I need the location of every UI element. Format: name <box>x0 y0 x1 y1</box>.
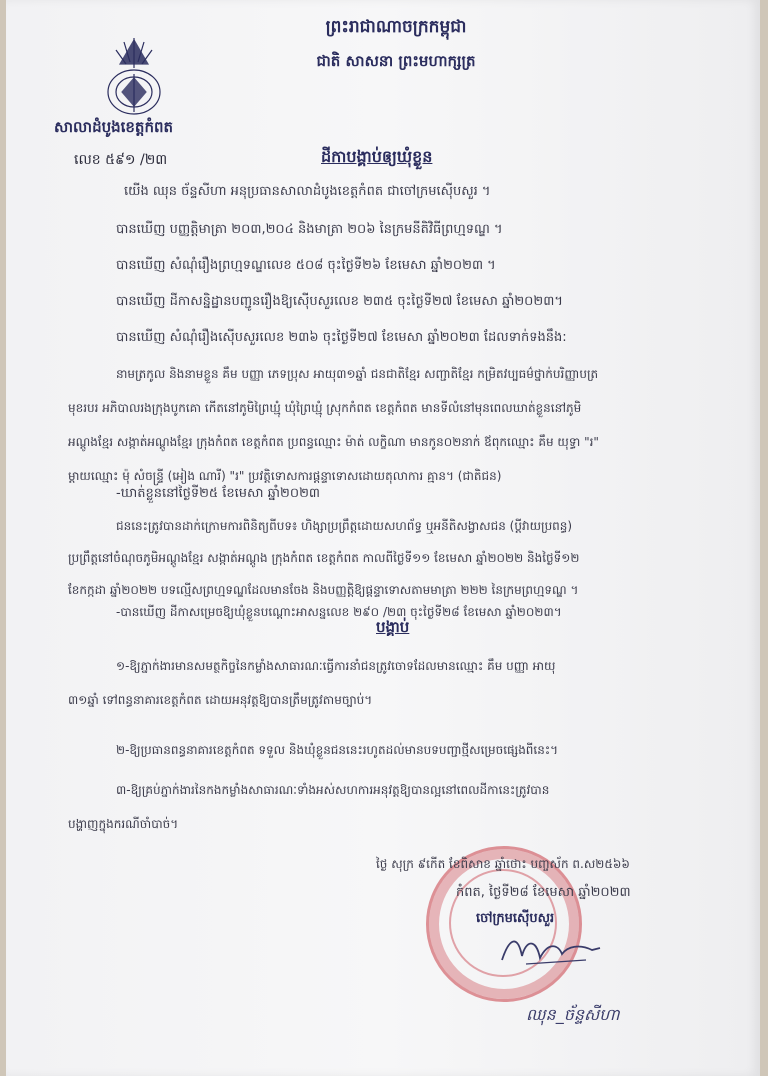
handwritten-signature-icon <box>496 930 606 970</box>
seen-line-2: បានឃើញ សំណុំរឿងព្រហ្មទណ្ឌលេខ ៥០៨ ចុះថ្ងៃទី២៦ ខែមេសា ឆ្នាំ២០២៣ ។ <box>116 258 496 273</box>
kingdom-heading: ព្រះរាជាណាចក្រកម្ពុជា <box>325 17 467 37</box>
person-line-2: មុខរបរ អភិបាលរងក្រុងបូកគោ កើតនៅភូមិព្រៃឃ្មុំ ឃុំព្រៃឃ្មុំ ស្រុកកំពត ខេត្តកំពត មានទីលំនៅមុនពេលឃាត់ខ្លួននៅភូមិ <box>68 401 582 415</box>
national-motto: ជាតិ សាសនា ព្រះមហាក្សត្រ <box>316 52 476 70</box>
charge-line-3: ខែកក្កដា ឆ្នាំ២០២២ បទល្មើសព្រហ្មទណ្ឌដែលមានចែង និងបញ្ញត្តិឱ្យផ្ដន្ទាទោសតាមមាត្រា ២២២ នៃក្រមព្រហ្មទណ្ឌ ។ <box>68 583 579 597</box>
signer-name: ឈុន_ច័ន្ទសីហា <box>526 1005 620 1024</box>
detention-date: -ឃាត់ខ្លួននៅថ្ងៃទី២៥ ខែមេសា ឆ្នាំ២០២៣ <box>116 486 321 501</box>
document-sheet <box>6 0 760 1076</box>
order-heading: បង្គាប់ <box>376 618 410 636</box>
seen-line-3: បានឃើញ ដីកាសន្និដ្ឋានបញ្ជូនរឿងឱ្យស៊ើបសួរលេខ ២៣៥ ចុះថ្ងៃទី២៧ ខែមេសា ឆ្នាំ២០២៣។ <box>116 294 563 309</box>
lunar-date: ថ្ងៃ សុក្រ ៩កើត ខែពិសាខ ឆ្នាំថោះ បញ្ចស័ក ព.ស២៥៦៦ <box>376 857 630 871</box>
place-date: កំពត, ថ្ងៃទី២៨ ខែមេសា ឆ្នាំ២០២៣ <box>456 885 631 900</box>
order-line-2: ៣១ឆ្នាំ ទៅពន្ធនាគារខេត្តកំពត ដោយអនុវត្តឱ្យបានត្រឹមត្រូវតាមច្បាប់។ <box>68 693 373 707</box>
court-emblem-icon <box>102 36 166 118</box>
charge-line-1: ជននេះត្រូវបានដាក់ក្រោមការពិនិត្យពីបទ៖ ហិង្សាប្រព្រឹត្តដោយសហព័ទ្ធ ឬអនីតិសង្វាសជន (ប្ដីវាយប្រពន្ធ) <box>116 519 573 533</box>
order-line-4: ៣-ឱ្យគ្រប់ភ្នាក់ងារនៃកងកម្លាំងសាធារណៈទាំងអស់សហការអនុវត្តឱ្យបានល្អនៅពេលដីកានេះត្រូវបាន <box>116 783 550 797</box>
warrant-reference: -បានឃើញ ដីកាសម្រេចឱ្យឃុំខ្លួនបណ្ដោះអាសន្នលេខ ២៩០ /២៣ ចុះថ្ងៃទី២៨ ខែមេសា ឆ្នាំ២០២៣។ <box>116 605 562 619</box>
order-line-1: ១-ឱ្យភ្នាក់ងារមានសមត្ថកិច្ចនៃកម្លាំងសាធារណៈធ្វើការនាំជនត្រូវចោទដែលមានឈ្មោះ គឹម បញ្ញា អាយុ <box>116 659 556 673</box>
person-line-1: នាមត្រកូល និងនាមខ្លួន គឹម បញ្ញា ភេទប្រុស អាយុ៣១ឆ្នាំ ជនជាតិខ្មែរ សញ្ជាតិខ្មែរ កម្រិតវប្បធម៌ថ្នាក់បរិញ្ញាបត្រ <box>116 367 599 381</box>
person-line-4: ម្ដាយឈ្មោះ ម៉ុ សំចន្ទ្រី (អៀង ណារី) "រ" ប្រវត្តិទោសការផ្ដន្ទាទោសដោយតុលាការ គ្មាន។ (ជាតិជន) <box>68 469 502 483</box>
order-line-5: បង្ហាញក្នុងករណីចាំបាច់។ <box>68 817 179 831</box>
seen-line-1: បានឃើញ បញ្ញត្តិមាត្រា ២០៣,២០៤ និងមាត្រា ២០៦ នៃក្រមនីតិវិធីព្រហ្មទណ្ឌ ។ <box>116 222 503 237</box>
court-name: សាលាដំបូងខេត្តកំពត <box>54 118 174 136</box>
intro-line: យើង ឈុន ច័ន្ទសីហា អនុប្រធានសាលាដំបូងខេត្តកំពត ជាចៅក្រមស៊ើបសួរ ។ <box>124 184 491 199</box>
reference-number: លេខ ៥៩១ /២៣ <box>74 152 168 168</box>
order-line-3: ២-ឱ្យប្រធានពន្ធនាគារខេត្តកំពត ទទួល និងឃុំខ្លួនជននេះរហូតដល់មានបទបញ្ជាថ្មីសម្រេចផ្សេងពីនេះ។ <box>116 743 559 757</box>
seen-line-4: បានឃើញ សំណុំរឿងស៊ើបសួរលេខ ២៣៦ ចុះថ្ងៃទី២៧ ខែមេសា ឆ្នាំ២០២៣ ដែលទាក់ទងនឹង: <box>116 330 567 345</box>
document-title: ដីកាបង្គាប់ឲ្យឃុំខ្លួន <box>321 147 433 166</box>
person-line-3: អណ្ដូងខ្មែរ សង្កាត់អណ្ដូងខ្មែរ ក្រុងកំពត ខេត្តកំពត ប្រពន្ធឈ្មោះ ម៉ាត់ លក្ខិណា មានកូន០២នាក់ ឪពុកឈ្មោះ គឹម យុទ្ធា "រ" <box>68 435 599 449</box>
charge-line-2: ប្រព្រឹត្តនៅចំណុចភូមិអណ្ដូងខ្មែរ សង្កាត់អណ្ដូង ក្រុងកំពត ខេត្តកំពត កាលពីថ្ងៃទី១១ ខែមេសា ឆ្នាំ២០២២ និងថ្ងៃទី១២ <box>68 551 580 565</box>
signer-role: ចៅក្រមស៊ើបសួរ <box>476 911 555 926</box>
